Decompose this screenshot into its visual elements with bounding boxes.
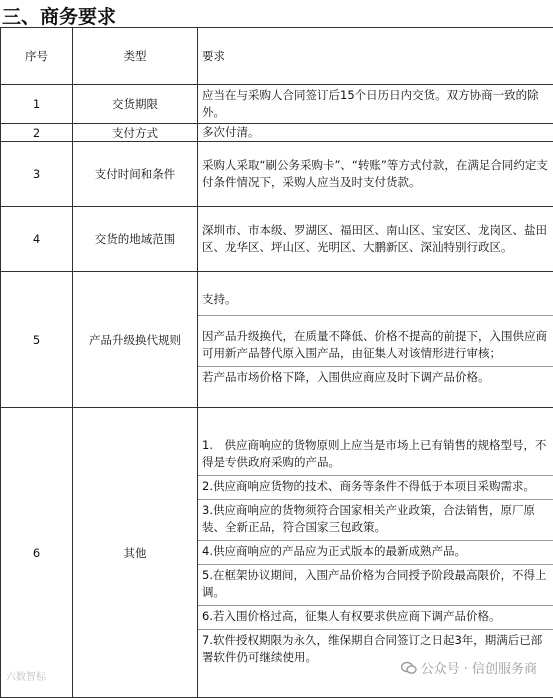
header-req: 要求 [198, 28, 553, 85]
table-row [1, 408, 553, 698]
watermark-account [401, 658, 537, 677]
row-num: 5 [1, 272, 73, 408]
section-title: 三、商务要求 [2, 2, 116, 29]
row-type: 支付时间和条件 [73, 142, 198, 207]
req-item: 若产品市场价格下降，入围供应商应及时下调产品价格。 [198, 367, 553, 390]
row-num: 1 [1, 85, 73, 124]
table-row [1, 124, 553, 142]
req-item: 3.供应商响应的货物须符合国家相关产业政策，合法销售，原厂原装、全新正品，符合国家三包政策。 [198, 500, 553, 541]
row-req: 采购人采取“刷公务采购卡”、“转账”等方式付款，在满足合同约定支付条件情况下，采购人应当及时支付货款。 [198, 142, 553, 207]
row-num: 4 [1, 207, 73, 272]
req-item: 支持。 [198, 289, 553, 316]
req-item: 5.在框架协议期间，入围产品价格为合同授予阶段最高限价，不得上调。 [198, 565, 553, 606]
row-req: 应当在与采购人合同签订后15个日历日内交货。双方协商一致的除外。 [198, 85, 553, 124]
row-num: 6 [1, 408, 73, 698]
row-type: 产品升级换代规则 [73, 272, 198, 408]
row-type: 其他 [73, 408, 198, 698]
requirements-table [0, 27, 553, 698]
req-item: 1. 供应商响应的货物原则上应当是市场上已有销售的规格型号，不得是专供政府采购的产品。 [198, 435, 553, 476]
wechat-icon [401, 661, 417, 675]
row-req [198, 408, 553, 698]
table-row [1, 207, 553, 272]
row-type: 支付方式 [73, 124, 198, 142]
watermark-logo-left: 六数智标 [6, 668, 46, 683]
table-row [1, 85, 553, 124]
row-req: 多次付清。 [198, 124, 553, 142]
req-item: 7.软件授权期限为永久，维保期自合同签订之日起3年，期满后已部署软件仍可继续使用。 [198, 630, 553, 670]
row-type: 交货的地域范围 [73, 207, 198, 272]
table-row [1, 142, 553, 207]
row-req: 深圳市、市本级、罗湖区、福田区、南山区、宝安区、龙岗区、盐田区、龙华区、坪山区、光明区、大鹏新区、深汕特别行政区。 [198, 207, 553, 272]
table-header-row [1, 28, 553, 85]
watermark-text: 公众号 · 信创服务商 [421, 658, 537, 677]
table-row [1, 272, 553, 408]
req-item: 2.供应商响应货物的技术、商务等条件不得低于本项目采购需求。 [198, 476, 553, 500]
row-num: 3 [1, 142, 73, 207]
req-item: 4.供应商响应的产品应为正式版本的最新成熟产品。 [198, 541, 553, 565]
req-item: 因产品升级换代，在质量不降低、价格不提高的前提下，入围供应商可用新产品替代原入围产品，由征集人对该情形进行审核； [198, 316, 553, 367]
row-num: 2 [1, 124, 73, 142]
header-num: 序号 [1, 28, 73, 85]
row-req [198, 272, 553, 408]
header-type: 类型 [73, 28, 198, 85]
row-type: 交货期限 [73, 85, 198, 124]
req-item: 6.若入围价格过高，征集人有权要求供应商下调产品价格。 [198, 606, 553, 630]
